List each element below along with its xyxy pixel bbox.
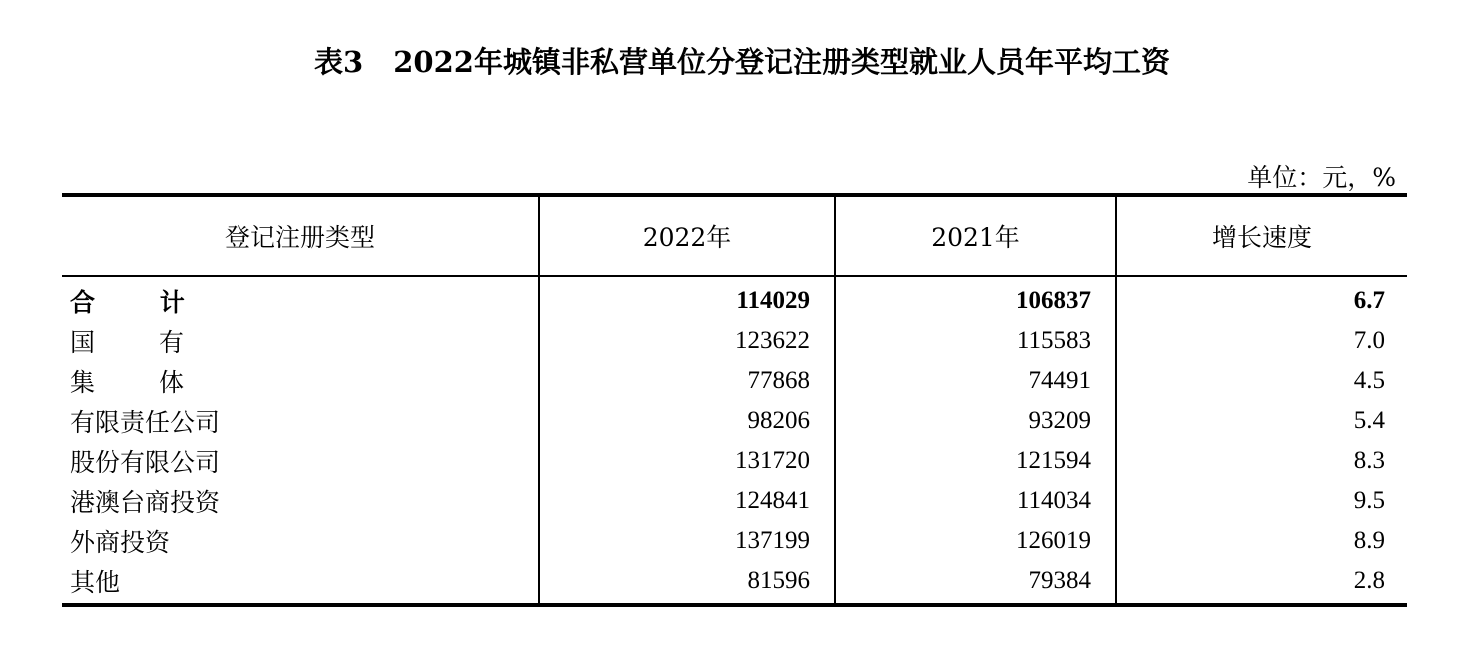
table-row [62,441,1407,481]
row-2022: 98206 [539,401,835,441]
unit-label: 单位：元，% [1247,163,1396,192]
row-growth: 7.0 [1116,321,1407,361]
row-growth: 2.8 [1116,561,1407,605]
row-type: 有限责任公司 [70,408,221,437]
row-type: 国 有 [70,328,212,357]
row-growth: 9.5 [1116,481,1407,521]
row-growth: 4.5 [1116,361,1407,401]
row-2022: 131720 [539,441,835,481]
row-type: 集 体 [70,368,212,397]
row-2021: 74491 [835,361,1116,401]
row-2022: 77868 [539,361,835,401]
table-row [62,321,1407,361]
header-growth: 增长速度 [1116,195,1407,276]
row-2022: 81596 [539,561,835,605]
table-row [62,561,1407,605]
header-registration-type: 登记注册类型 [62,195,539,276]
row-growth: 8.9 [1116,521,1407,561]
row-growth: 8.3 [1116,441,1407,481]
row-growth: 5.4 [1116,401,1407,441]
row-2021: 115583 [835,321,1116,361]
table-number: 表3 [314,45,364,79]
row-type: 外商投资 [70,528,171,557]
row-type: 其他 [70,568,121,597]
table-row [62,521,1407,561]
header-2021: 2021年 [835,195,1116,276]
header-2022: 2022年 [539,195,835,276]
wage-table [62,193,1407,607]
table-row [62,481,1407,521]
table-row-total [62,276,1407,321]
table-row [62,361,1407,401]
row-2021: 126019 [835,521,1116,561]
row-2022: 137199 [539,521,835,561]
row-type: 合 计 [70,288,213,317]
row-2021: 121594 [835,441,1116,481]
row-type: 股份有限公司 [70,448,221,477]
row-2022: 123622 [539,321,835,361]
row-growth: 6.7 [1116,276,1407,321]
header-row [62,195,1407,276]
row-2021: 79384 [835,561,1116,605]
row-2022: 124841 [539,481,835,521]
row-2022: 114029 [539,276,835,321]
row-type: 港澳台商投资 [70,488,221,517]
row-2021: 93209 [835,401,1116,441]
row-2021: 114034 [835,481,1116,521]
table-title-text: 2022年城镇非私营单位分登记注册类型就业人员年平均工资 [393,45,1170,79]
table-title [0,40,1484,81]
row-2021: 106837 [835,276,1116,321]
table-row [62,401,1407,441]
